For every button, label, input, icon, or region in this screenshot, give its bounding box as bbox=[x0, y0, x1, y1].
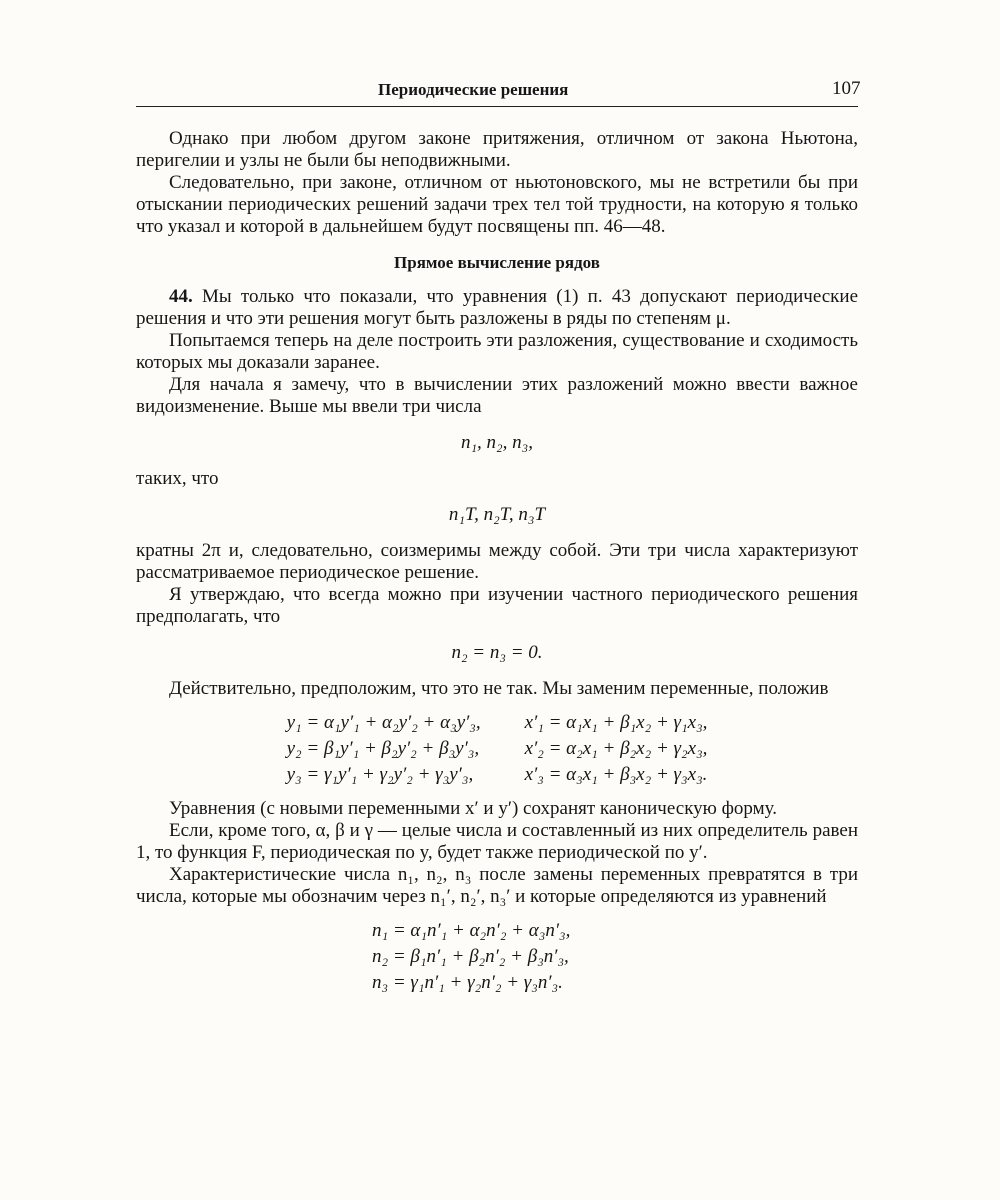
system-left: y₁ = α₁y′₁ + α₂y′₂ + α₃y′₃, bbox=[286, 712, 481, 733]
page-body bbox=[136, 128, 858, 1006]
running-header-title: Периодические решения bbox=[378, 80, 569, 99]
paragraph-3-text: Мы только что показали, что уравнения (1) п. 43 допускают периодические решения и что эти решения могут быть разложены в ряды по степеням μ. bbox=[136, 286, 859, 329]
paragraph-6: таких, что bbox=[136, 468, 219, 489]
paragraph-3 bbox=[136, 286, 858, 330]
system-right: x′₁ = α₁x₁ + β₁x₂ + γ₁x₃, bbox=[524, 712, 708, 733]
system-right: x′₂ = α₂x₁ + β₂x₂ + γ₂x₃, bbox=[524, 738, 708, 759]
system-right: x′₃ = α₃x₁ + β₃x₂ + γ₃x₃. bbox=[524, 764, 708, 785]
system-left: y₂ = β₁y′₁ + β₂y′₂ + β₃y′₃, bbox=[286, 738, 480, 759]
paragraph-9: Действительно, предположим, что это не так. Мы заменим переменные, положив bbox=[169, 678, 829, 699]
paragraph-2: Следовательно, при законе, отличном от ньютоновского, мы не встретили бы при отыскании периодических решений задачи трех тел той трудности, на которую я только что указал и которой в дальнейшем будут посвящены пп. 46—48. bbox=[136, 172, 858, 237]
equation-line: n₂ = β₁n′₁ + β₂n′₂ + β₃n′₃, bbox=[372, 946, 569, 967]
equation-n2-n3-zero: n₂ = n₃ = 0. bbox=[451, 642, 543, 663]
header-rule bbox=[136, 106, 858, 107]
equation-line: n₃ = γ₁n′₁ + γ₂n′₂ + γ₃n′₃. bbox=[372, 972, 563, 993]
paragraph-11: Если, кроме того, α, β и γ — целые числа и составленный из них определитель равен 1, то функция F, периодическая по y, будет также периодической по y′. bbox=[136, 820, 858, 863]
system-row bbox=[265, 762, 730, 788]
paragraph-1: Однако при любом другом законе притяжения, отличном от закона Ньютона, перигелии и узлы не были бы неподвижными. bbox=[136, 128, 858, 171]
paragraph-5: Для начала я замечу, что в вычислении этих разложений можно ввести важное видоизменение. Выше мы ввели три числа bbox=[136, 374, 858, 417]
paragraph-number: 44. bbox=[169, 286, 193, 307]
system-row bbox=[265, 710, 730, 736]
paragraph-10: Уравнения (с новыми переменными x′ и y′) сохранят каноническую форму. bbox=[169, 798, 777, 819]
page-number: 107 bbox=[832, 78, 861, 99]
paragraph-7: кратны 2π и, следовательно, соизмеримы между собой. Эти три числа характеризуют рассматриваемое периодическое решение. bbox=[136, 540, 858, 583]
paragraph-12: Характеристические числа n₁, n₂, n₃ после замены переменных превратятся в три числа, которые мы обозначим через n₁′, n₂′, n₃′ и которые определяются из уравнений bbox=[136, 864, 858, 907]
equation-line: n₁ = α₁n′₁ + α₂n′₂ + α₃n′₃, bbox=[372, 920, 571, 941]
section-title: Прямое вычисление рядов bbox=[394, 253, 600, 272]
paragraph-4: Попытаемся теперь на деле построить эти разложения, существование и сходимость которых мы доказали заранее. bbox=[136, 330, 858, 373]
equation-nT-list: n₁T, n₂T, n₃T bbox=[448, 504, 546, 525]
system-row bbox=[265, 736, 730, 762]
paragraph-8: Я утверждаю, что всегда можно при изучении частного периодического решения предполагать, что bbox=[136, 584, 858, 627]
system-left: y₃ = γ₁y′₁ + γ₂y′₂ + γ₃y′₃, bbox=[286, 764, 474, 785]
equation-n-list: n₁, n₂, n₃, bbox=[460, 432, 534, 453]
characteristic-equations bbox=[372, 918, 622, 996]
substitution-system bbox=[265, 710, 730, 788]
